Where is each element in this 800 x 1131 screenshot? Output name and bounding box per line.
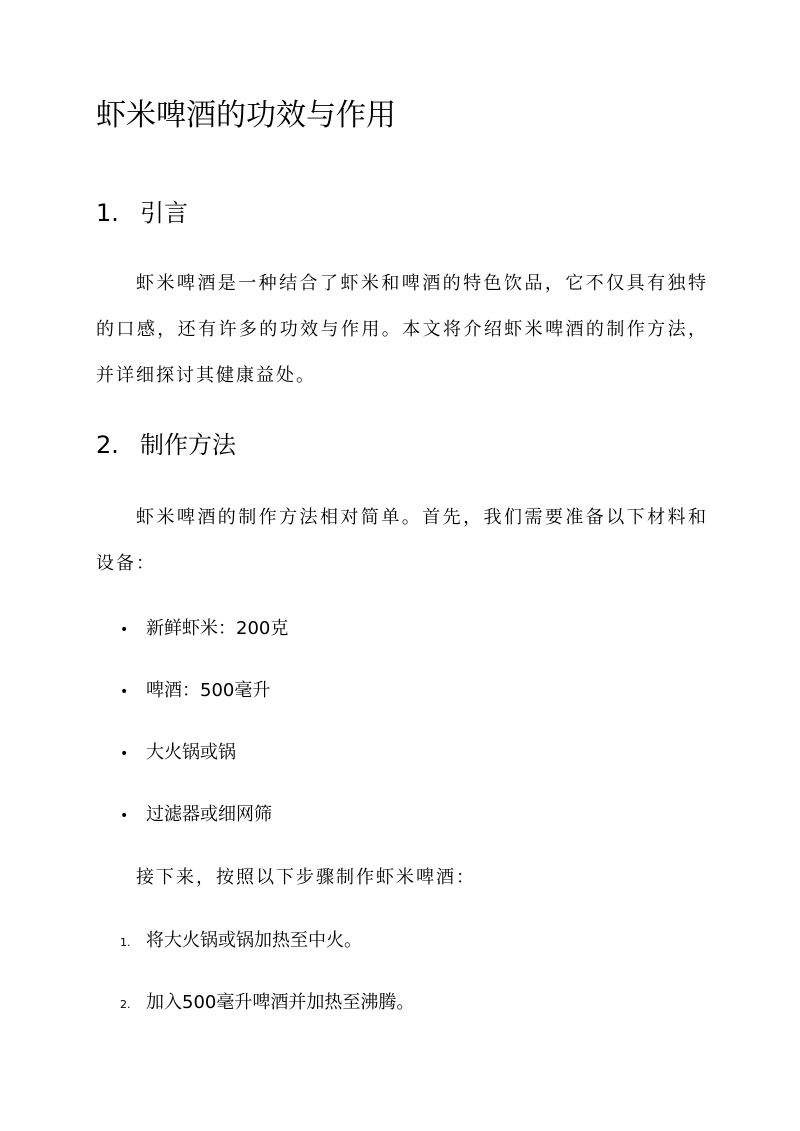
list-item bbox=[120, 676, 270, 707]
method-paragraph: 虾米啤酒的制作方法相对简单。首先，我们需要准备以下材料和设备： bbox=[96, 507, 708, 574]
step-number: 1. bbox=[120, 936, 131, 949]
section-heading-intro bbox=[96, 196, 188, 230]
ordered-step bbox=[120, 926, 362, 958]
step-number: 2. bbox=[120, 998, 131, 1011]
list-item-text: 过滤器或细网筛 bbox=[146, 804, 272, 825]
bullet-icon: • bbox=[120, 622, 129, 638]
bullet-icon: • bbox=[120, 746, 129, 762]
intro-paragraph: 虾米啤酒是一种结合了虾米和啤酒的特色饮品，它不仅具有独特的口感，还有许多的功效与作用。本文将介绍虾米啤酒的制作方法，并详细探讨其健康益处。 bbox=[96, 273, 708, 386]
step-text: 加入500毫升啤酒并加热至沸腾。 bbox=[146, 992, 415, 1013]
list-item bbox=[120, 738, 236, 769]
list-item-text: 大火锅或锅 bbox=[146, 742, 236, 763]
section-title: 引言 bbox=[140, 199, 188, 227]
section-number: 1. bbox=[96, 199, 119, 227]
ordered-step bbox=[120, 988, 414, 1020]
steps-intro: 接下来，按照以下步骤制作虾米啤酒： bbox=[136, 867, 476, 888]
bullet-icon: • bbox=[120, 684, 129, 700]
section-number: 2. bbox=[96, 431, 119, 459]
list-item bbox=[120, 614, 288, 645]
step-text: 将大火锅或锅加热至中火。 bbox=[146, 930, 362, 951]
document-title: 虾米啤酒的功效与作用 bbox=[96, 98, 396, 133]
section-title: 制作方法 bbox=[140, 431, 236, 459]
list-item-text: 新鲜虾米：200克 bbox=[146, 618, 289, 639]
section-heading-method bbox=[96, 428, 236, 462]
list-item-text: 啤酒：500毫升 bbox=[146, 680, 271, 701]
bullet-icon: • bbox=[120, 808, 129, 824]
list-item bbox=[120, 800, 272, 831]
